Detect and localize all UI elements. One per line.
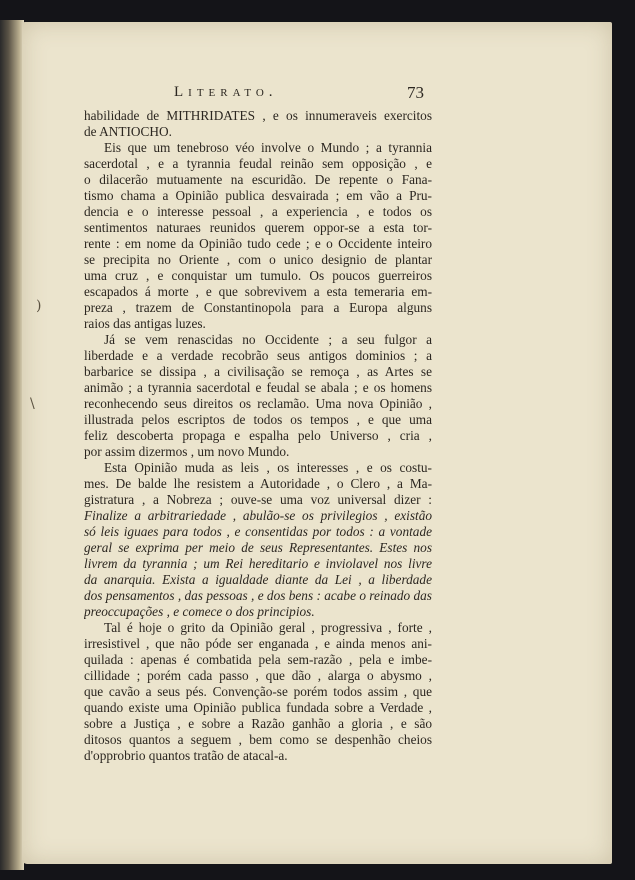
text-line: de ANTIOCHO. — [84, 124, 172, 139]
text-line: Esta Opinião muda as leis , os interesses , e os costu- — [104, 460, 432, 475]
text-line: geral se exprima per meio de seus Representantes. Estes nos — [84, 540, 432, 555]
text-line: sentimentos naturaes reunidos querem oppor-se a esta tor- — [84, 220, 432, 235]
text-line: da anarquia. Exista a igualdade diante da Lei , a liberdade — [84, 572, 432, 587]
text-line: sobre a Justiça , e sobre a Razão ganhão a gloria , e são — [84, 716, 432, 731]
margin-mark: \ — [30, 396, 35, 412]
text-line: liberdade e a verdade recobrão seus antigos dominios ; a — [84, 348, 432, 363]
text-line: animão ; a tyrannia sacerdotal e feudal se abala ; e os homens — [84, 380, 432, 395]
text-line: ditosos quantos a seguem , bem como se despenhão cheios — [84, 732, 432, 747]
page-header — [84, 84, 432, 108]
text-line: dos pensamentos , das pessoas , e dos bens : acabe o reinado das — [84, 588, 432, 603]
page-text-block — [84, 84, 432, 764]
body-text — [84, 108, 432, 764]
text-line: habilidade de MITHRIDATES , e os innumeraveis exercitos — [84, 108, 432, 123]
text-line: dencia e o interesse pessoal , a experiencia , e todos os — [84, 204, 432, 219]
text-line: preza , trazem de Constantinopola para a Europa alguns — [84, 300, 432, 315]
text-line: mes. De balde lhe resistem a Autoridade , o Clero , a Ma- — [84, 476, 432, 491]
page-number: 73 — [407, 83, 424, 102]
text-line: raios das antigas luzes. — [84, 316, 206, 331]
text-line: feliz descoberta propaga e espalha pelo Universo , cria , — [84, 428, 432, 443]
text-line: se precipita no Oriente , com o unico designio de plantar — [84, 252, 432, 267]
text-line: cillidade ; porém cada passo , que dão , alarga o abysmo , — [84, 668, 432, 683]
text-line: Já se vem renascidas no Occidente ; a seu fulgor a — [104, 332, 432, 347]
text-line: irresistivel , que não póde ser enganada , e ainda menos ani- — [84, 636, 432, 651]
text-line: livrem da tyrannia ; um Rei hereditario e inviolavel nos livre — [84, 556, 432, 571]
text-line: illustrada pelos escriptos de todos os tempos , e que uma — [84, 412, 432, 427]
text-line: o dilacerão mutuamente na escuridão. De repente o Fana- — [84, 172, 432, 187]
text-line: reconhecendo seus direitos os reclamão. Uma nova Opinião , — [84, 396, 432, 411]
text-line: Eis que um tenebroso véo involve o Mundo ; a tyrannia — [104, 140, 432, 155]
margin-mark: ) — [36, 298, 42, 314]
text-line: só leis iguaes para todos , e consentidas por todos : a vontade — [84, 524, 432, 539]
text-line: quilada : apenas é combatida pela sem-razão , pela e imbe- — [84, 652, 432, 667]
text-line: barbarice se dissipa , a civilisação se remoça , as Artes se — [84, 364, 432, 379]
text-line: escapados á morte , e que sobrevivem a esta temeraria em- — [84, 284, 432, 299]
text-line: Finalize a arbitrariedade , abulão-se os privilegios , existão — [84, 508, 432, 523]
text-line: tismo chama a Opinião publica desvairada ; em vão a Pru- — [84, 188, 432, 203]
text-line: d'opprobrio quantos tratão de atacal-a. — [84, 748, 288, 763]
text-line: quando existe uma Opinião publica fundada sobre a Verdade , — [84, 700, 432, 715]
book-gutter — [0, 20, 24, 870]
text-line: por assim dizermos , um novo Mundo. — [84, 444, 290, 459]
text-line: Tal é hoje o grito da Opinião geral , progressiva , forte , — [104, 620, 432, 635]
text-line: que cavão a seus pés. Convenção-se porém todos assim , que — [84, 684, 432, 699]
text-line: rente : em nome da Opinião tudo cede ; e o Occidente inteiro — [84, 236, 432, 251]
text-line: sacerdotal , e a tyrannia feudal reinão sem opposição , e — [84, 156, 432, 171]
text-line: uma cruz , e conquistar um tumulo. Os poucos guerreiros — [84, 268, 432, 283]
text-line: preoccupações , e comece o dos principios. — [84, 604, 315, 619]
text-line: gistratura , a Nobreza ; ouve-se uma voz universal dizer : — [84, 492, 432, 507]
running-head: Literato. — [174, 84, 278, 100]
